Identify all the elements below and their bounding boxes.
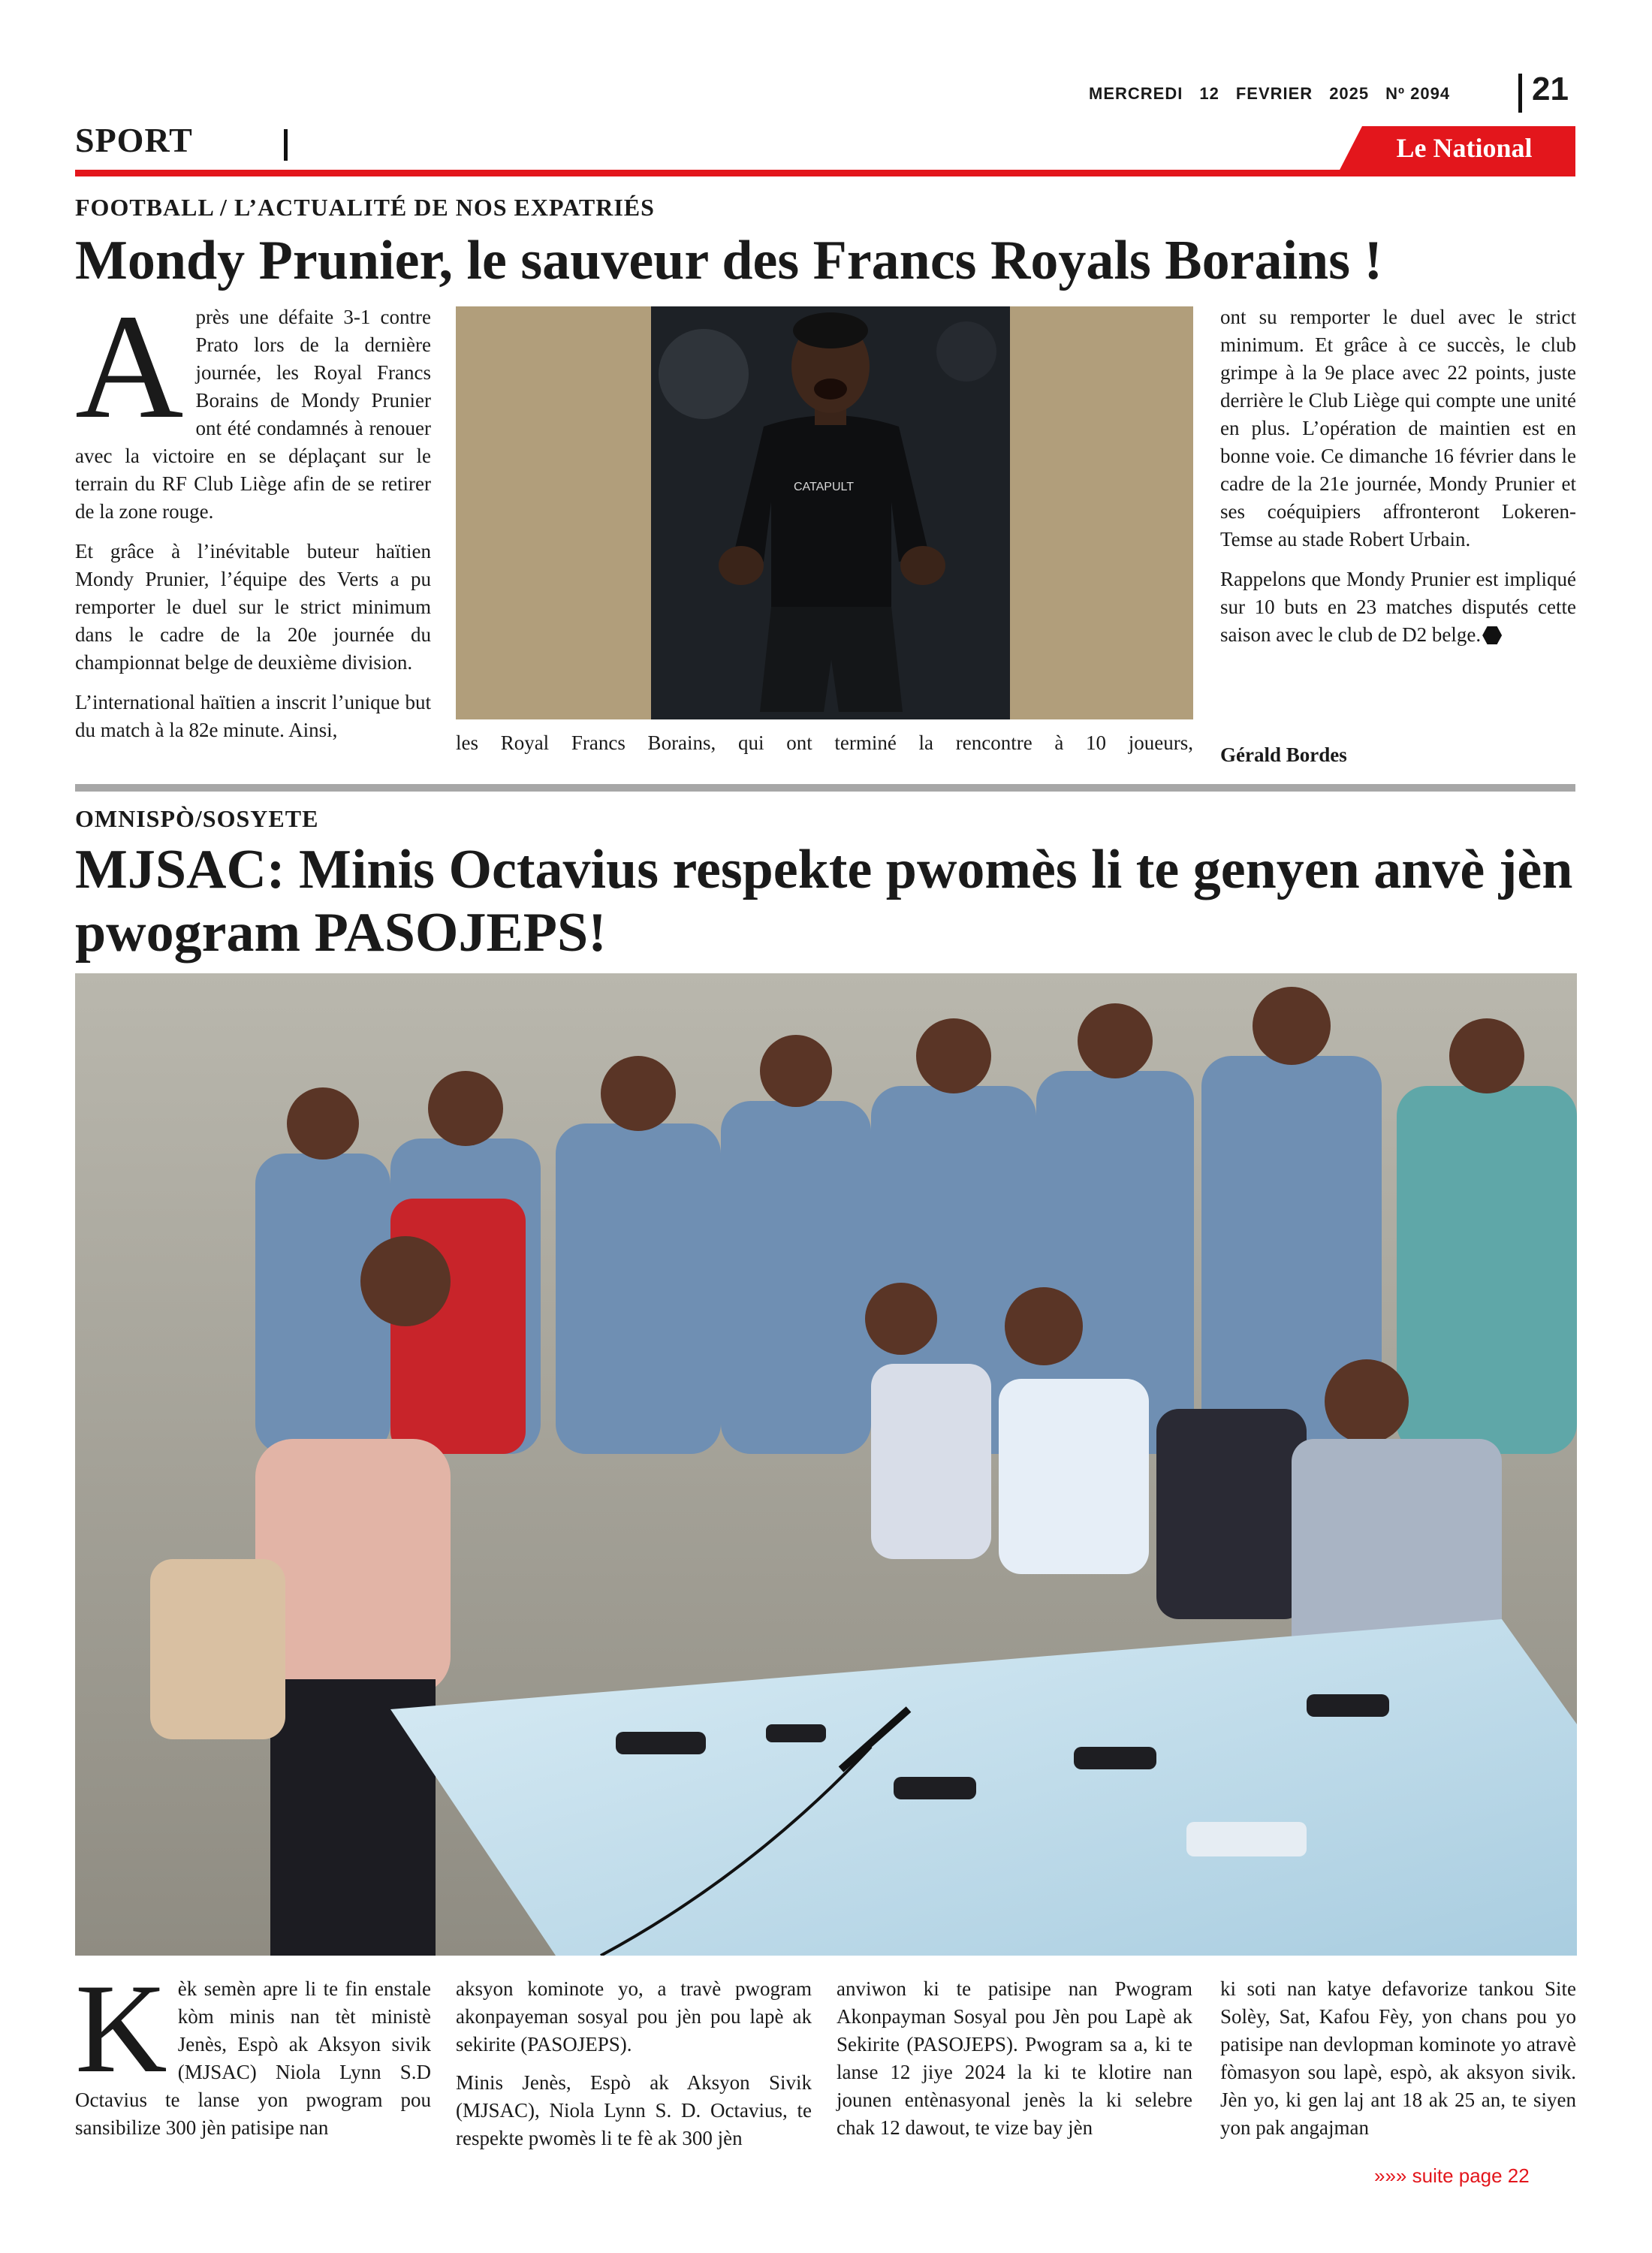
article-divider bbox=[75, 784, 1575, 792]
issue-number: Nº 2094 bbox=[1385, 84, 1451, 103]
end-mark-icon bbox=[1482, 626, 1502, 644]
article1-headline: Mondy Prunier, le sauveur des Francs Royals Borains ! bbox=[75, 230, 1383, 291]
article1-column-1 bbox=[75, 284, 431, 756]
section-divider bbox=[284, 129, 288, 161]
article2-ceremony-photo bbox=[75, 973, 1577, 1956]
article2-paragraph: èk semèn apre li te fin enstale kòm minis nan tèt ministè Jenès, Espò ak Aksyon sivik (MJSAC) Niola Lynn S.D Octavius te lanse yon pwogram pou sansibilize 300 jèn patisipe nan bbox=[75, 1977, 431, 2139]
article1-kicker: FOOTBALL / L’ACTUALITÉ DE NOS EXPATRIÉS bbox=[75, 194, 655, 221]
article2-paragraph: anviwon ki te patisipe nan Pwogram Akonpayman Sosyal pou Jèn pou Lapè ak Sekirite (PASOJEPS). Pwogram sa a, ki te lanse 12 jiye 2024 la ki te klotire nan jounen entènasyonal jenès la ki selebre chak 12 dawout, te vize bay jèn bbox=[837, 1977, 1192, 2139]
page-number-divider bbox=[1518, 74, 1522, 113]
issue-dateline bbox=[1089, 84, 1479, 104]
article1-player-photo bbox=[651, 306, 1010, 719]
brand-name: Le National bbox=[1396, 133, 1533, 163]
article1-paragraph: L’international haïtien a inscrit l’unique but du match à la 82e minute. Ainsi, bbox=[75, 691, 431, 741]
article1-paragraph: Et grâce à l’inévitable buteur haïtien Mondy Prunier, l’équipe des Verts a pu remporter le duel sur le strict minimum dans le cadre de la 20e journée du championnat belge de deuxième division. bbox=[75, 540, 431, 674]
article2-column-3 bbox=[837, 1975, 1192, 2152]
month: FEVRIER bbox=[1235, 84, 1313, 103]
section-title: SPORT bbox=[75, 121, 193, 159]
continued-on-page-link[interactable]: »»» suite page 22 bbox=[1374, 2164, 1530, 2187]
article2-paragraph: ki soti nan katye defavorize tankou Site Solèy, Sat, Kafou Fèy, yon chans pou yo patisipe nan devlopman kominote yo atravè fòmasyon sou lapè, espò, ak aksyon sivik. Jèn yo, ki gen laj ant 18 ak 25 an, te siyen yon pak angajman bbox=[1220, 1977, 1576, 2139]
article2-paragraph: Minis Jenès, Espò ak Aksyon Sivik (MJSAC), Niola Lynn S. D. Octavius, te respekte pwomès li te fè ak 300 jèn bbox=[456, 2071, 812, 2149]
article2-column-1 bbox=[75, 1958, 431, 2152]
ceremony-illustration bbox=[75, 973, 1577, 1956]
article2-dropcap: K bbox=[75, 1958, 167, 2099]
article2-column-2 bbox=[456, 1975, 812, 2163]
article2-column-4 bbox=[1220, 1975, 1576, 2152]
day: 12 bbox=[1199, 84, 1219, 103]
article1-byline: Gérald Bordes bbox=[1220, 743, 1347, 766]
year: 2025 bbox=[1329, 84, 1370, 103]
jersey-sponsor: CATAPULT bbox=[794, 481, 855, 493]
page-number: 21 bbox=[1532, 71, 1569, 107]
article2-kicker: OMNISPÒ/SOSYETE bbox=[75, 805, 319, 832]
header-rule bbox=[75, 170, 1575, 176]
article2-paragraph: aksyon kominote yo, a travè pwogram akonpayeman sosyal pou jèn pou lapè ak sekirite (PASOJEPS). bbox=[456, 1977, 812, 2055]
article1-paragraph: près une défaite 3-1 contre Prato lors de la dernière journée, les Royal Francs Borains de Mondy Prunier ont été condamnés à renouer avec la victoire en se déplaçant sur le terrain du RF Club Liège afin de se retirer de la zone rouge. bbox=[75, 306, 431, 523]
weekday: MERCREDI bbox=[1089, 84, 1183, 103]
article1-continuation-line: les Royal Francs Borains, qui ont terminé la rencontre à 10 joueurs, bbox=[456, 731, 1193, 754]
player-illustration bbox=[651, 306, 1010, 719]
article1-paragraph: Rappelons que Mondy Prunier est impliqué sur 10 buts en 23 matches disputés cette saison avec le club de D2 belge. bbox=[1220, 568, 1576, 646]
article1-dropcap: A bbox=[75, 284, 184, 450]
article1-column-3 bbox=[1220, 303, 1576, 661]
article2-headline: MJSAC: Minis Octavius respekte pwomès li te genyen anvè jèn pwogram PASOJEPS! bbox=[75, 839, 1573, 964]
article1-paragraph: ont su remporter le duel avec le strict minimum. Et grâce à ce succès, le club grimpe à la 9e place avec 22 points, juste derrière le Club Liège qui compte une unité en plus. L’opération de maintien est en bonne voie. Ce dimanche 16 février dans le cadre de la 21e journée, Mondy Prunier et ses coéquipiers affronteront Lokeren-Temse au stade Robert Urbain. bbox=[1220, 306, 1576, 550]
